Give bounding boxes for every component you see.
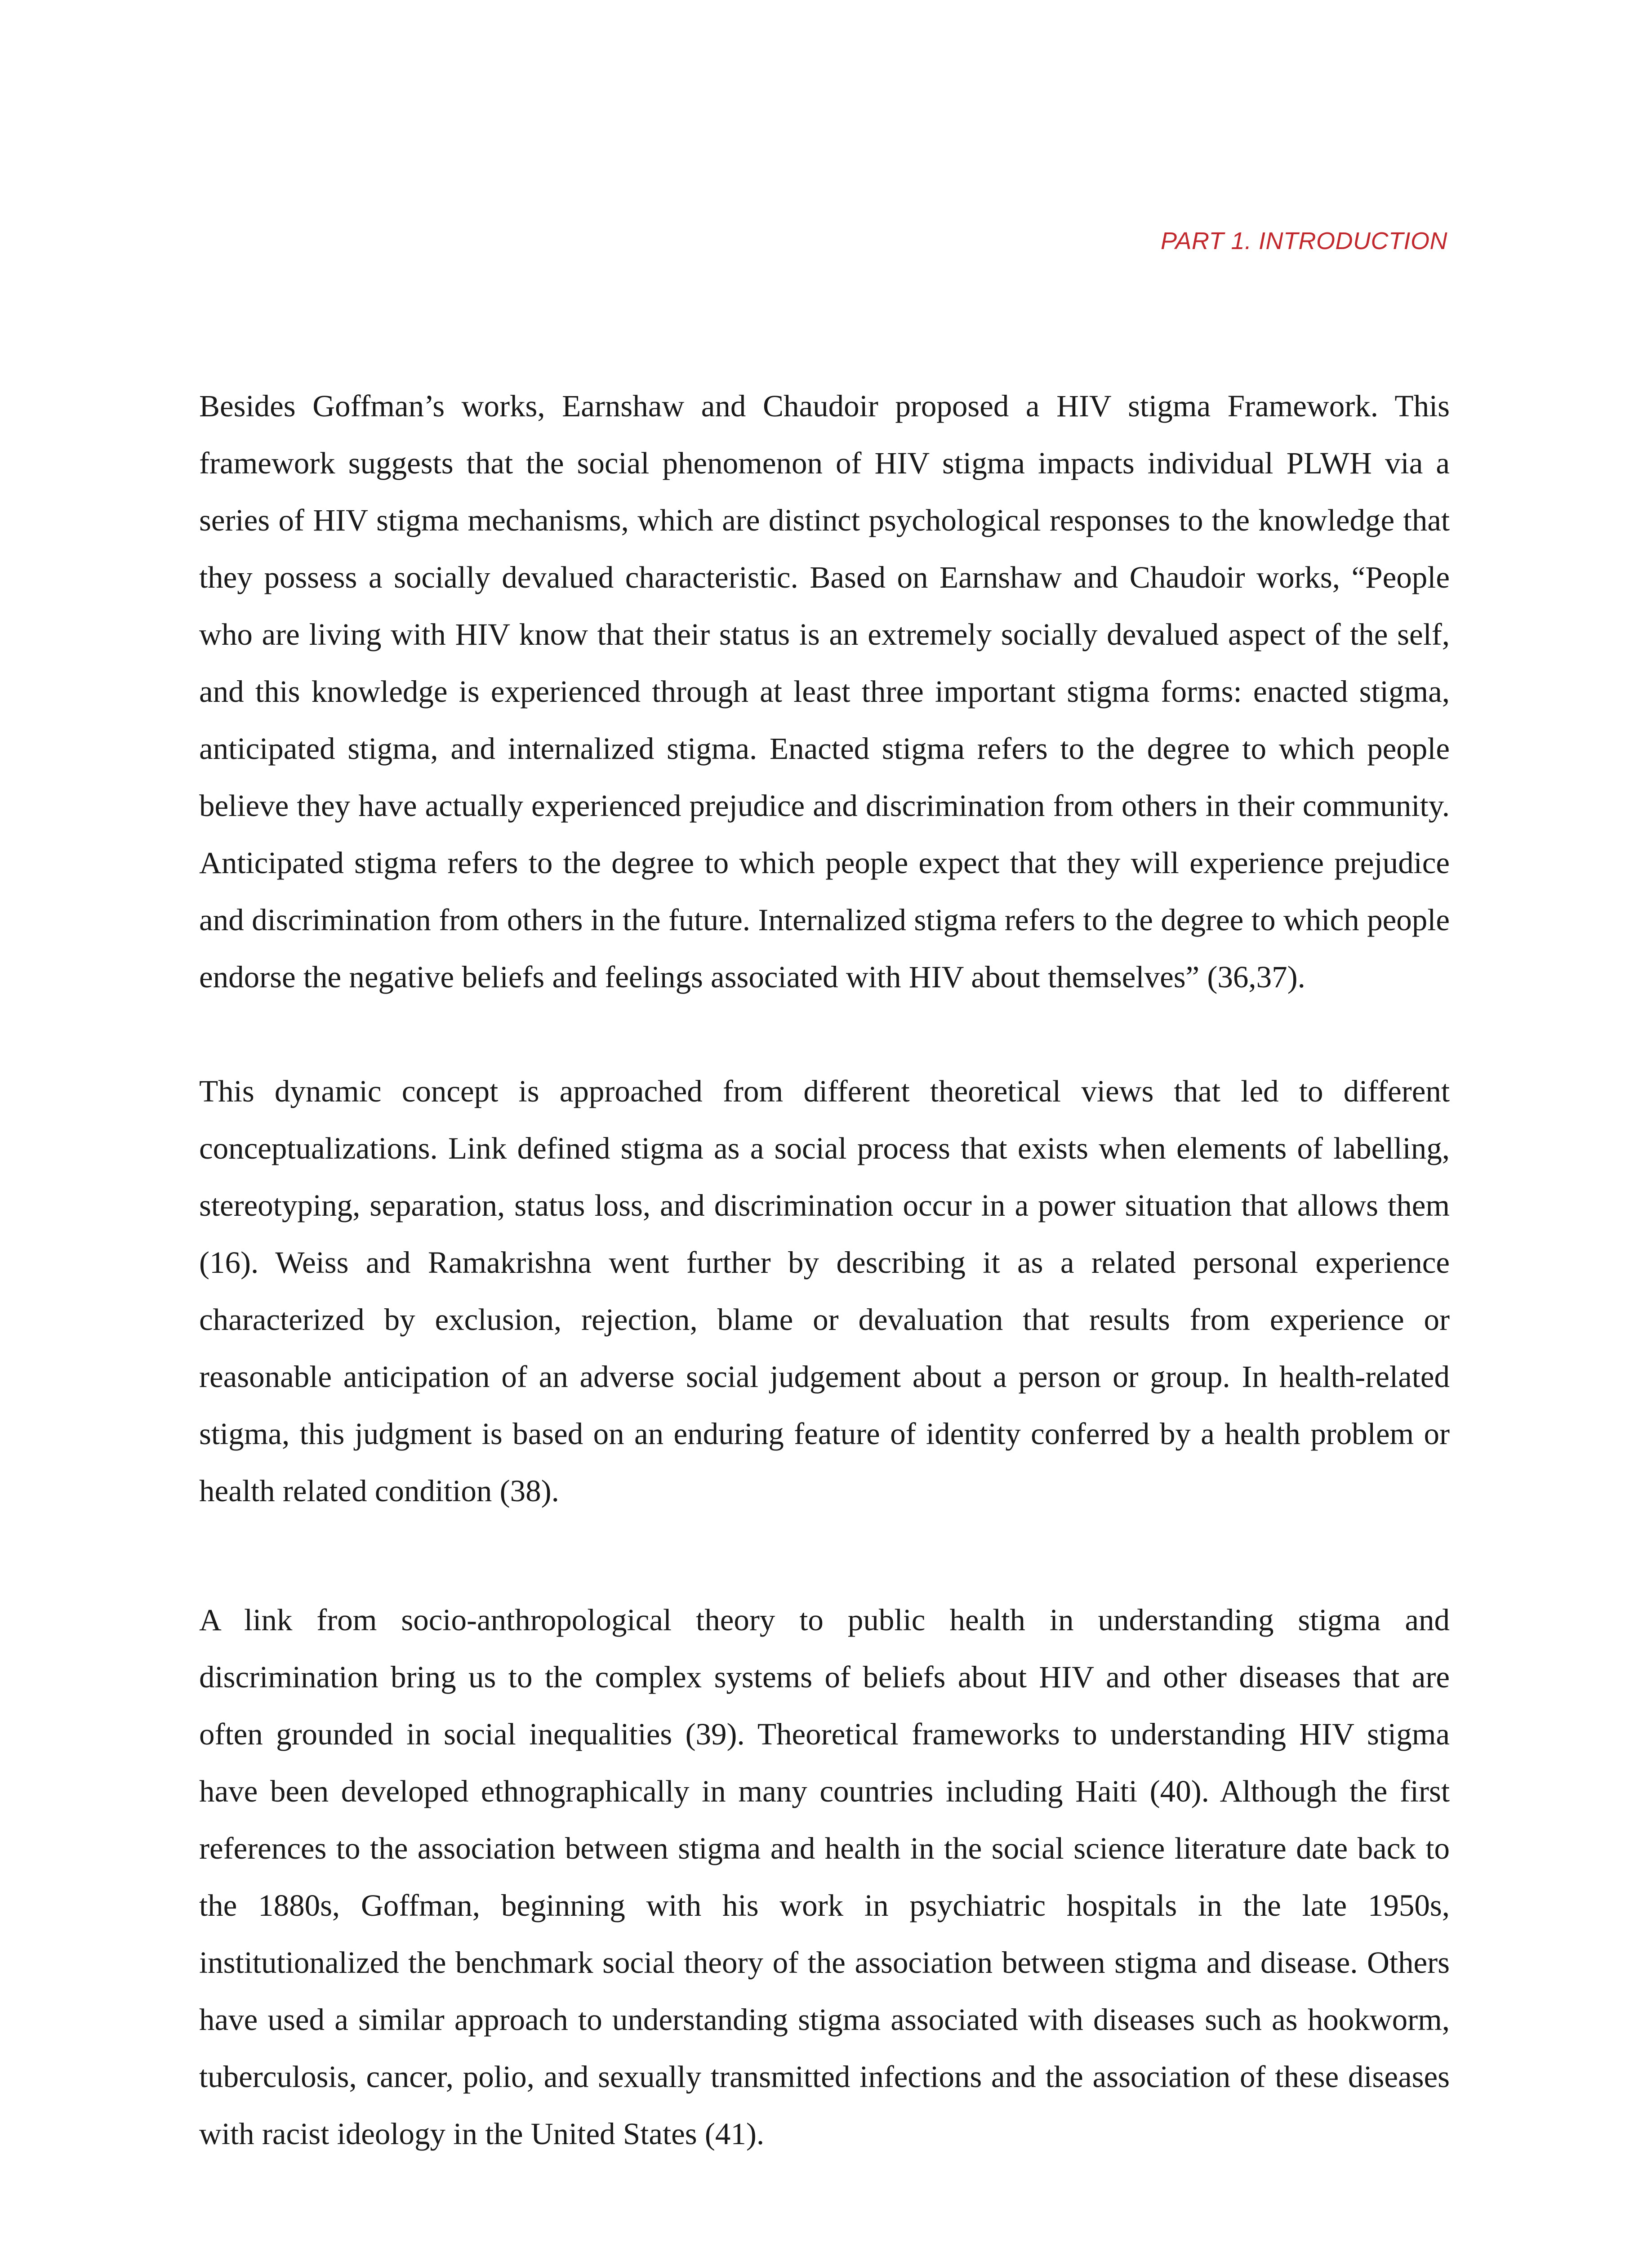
body-text	[199, 378, 1450, 2163]
paragraph-stigma-conceptualizations: This dynamic concept is approached from different theoretical views that led to different conceptualizations. Link defined stigma as a social process that exists when elements of labelling, stereotyping, separation, status loss, and discrimination occur in a power situation that allows them (16). Weiss and Ramakrishna went further by describing it as a related personal experience characterized by exclusion, rejection, blame or devaluation that results from experience or reasonable anticipation of an adverse social judgement about a person or group. In health-related stigma, this judgment is based on an enduring feature of identity conferred by a health problem or health related condition (38).	[199, 1074, 1450, 1508]
paragraph-hiv-stigma-framework: Besides Goffman’s works, Earnshaw and Chaudoir proposed a HIV stigma Framework. This framework suggests that the social phenomenon of HIV stigma impacts individual PLWH via a series of HIV stigma mechanisms, which are distinct psychological responses to the knowledge that they possess a socially devalued characteristic. Based on Earnshaw and Chaudoir works, “People who are living with HIV know that their status is an extremely socially devalued aspect of the self, and this knowledge is experienced through at least three important stigma forms: enacted stigma, anticipated stigma, and internalized stigma. Enacted stigma refers to the degree to which people believe they have actually experienced prejudice and discrimination from others in their community. Anticipated stigma refers to the degree to which people expect that they will experience prejudice and discrimination from others in the future. Internalized stigma refers to the degree to which people endorse the negative beliefs and feelings associated with HIV about themselves” (36,37).	[199, 389, 1450, 994]
running-header: PART 1. INTRODUCTION	[1160, 227, 1447, 254]
paragraph-socio-anthropological-theory: A link from socio-anthropological theory to public health in understanding stigma and discrimination bring us to the complex systems of beliefs about HIV and other diseases that are often grounded in social inequalities (39). Theoretical frameworks to understanding HIV stigma have been developed ethnographically in many countries including Haiti (40). Although the first references to the association between stigma and health in the social science literature date back to the 1880s, Goffman, beginning with his work in psychiatric hospitals in the late 1950s, institutionalized the benchmark social theory of the association between stigma and disease. Others have used a similar approach to understanding stigma associated with diseases such as hookworm, tuberculosis, cancer, polio, and sexually transmitted infections and the association of these diseases with racist ideology in the United States (41).	[199, 1603, 1450, 2151]
